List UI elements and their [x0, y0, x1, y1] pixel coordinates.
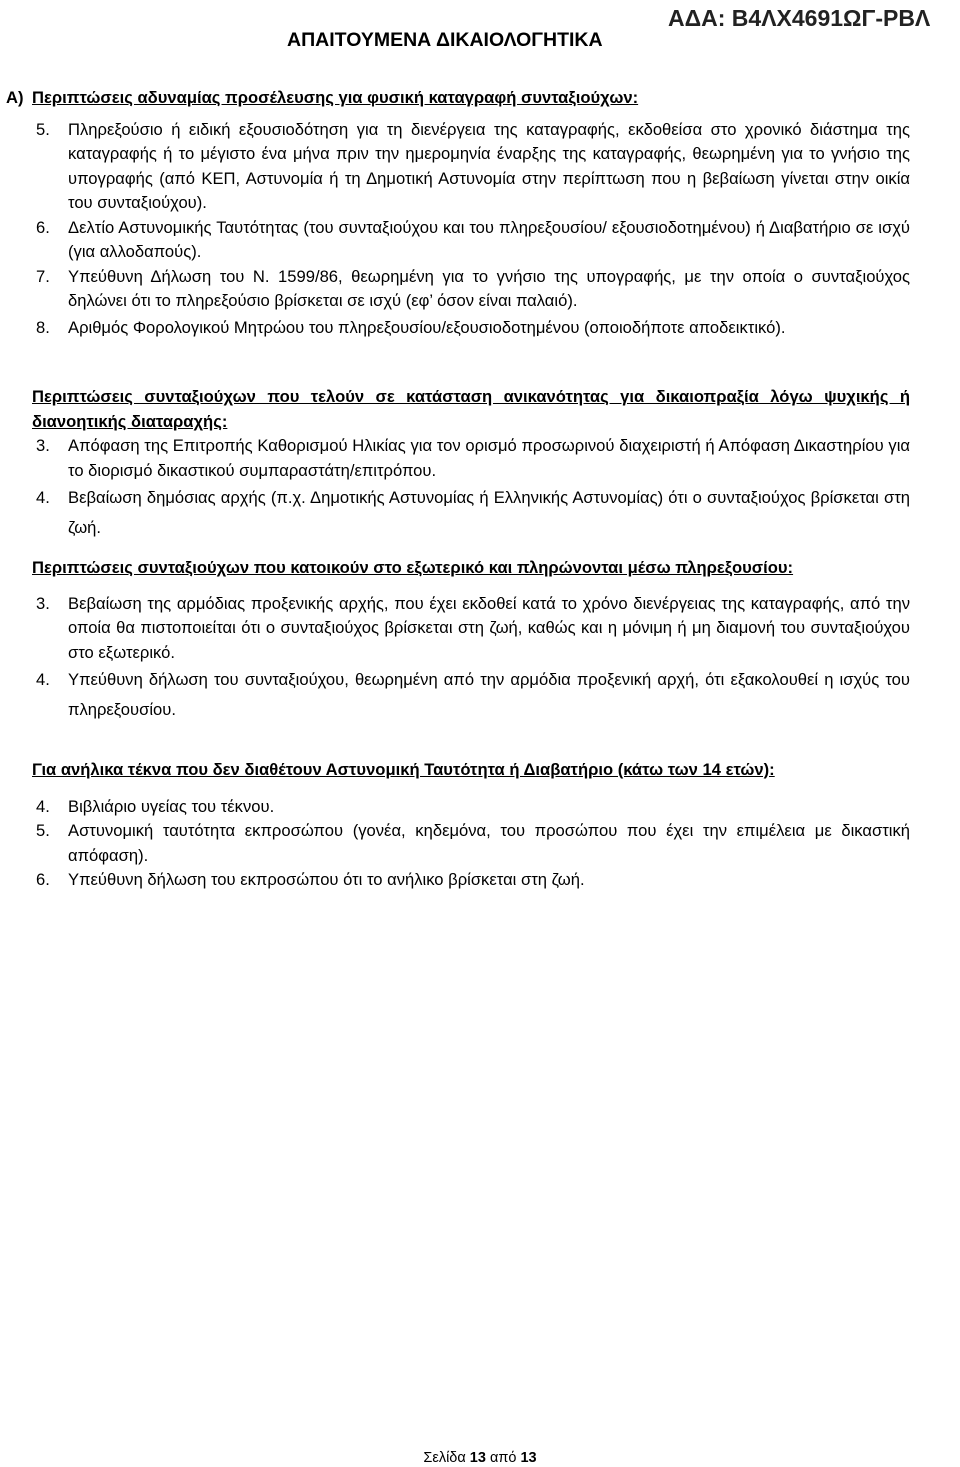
section-letter	[6, 385, 32, 410]
ada-code: ΑΔΑ: Β4ΛΧ4691ΩΓ-ΡΒΛ	[668, 5, 931, 31]
item-number: 6.	[36, 870, 50, 889]
item-list	[36, 434, 910, 543]
item-text: Βεβαίωση δημόσιας αρχής (π.χ. Δημοτικής Αστυνομίας ή Ελληνικής Αστυνομίας) ότι ο συνταξιούχος βρίσκεται στη ζωή.	[68, 488, 910, 537]
item-text: Βιβλιάριο υγείας του τέκνου.	[68, 796, 275, 816]
item-number: 3.	[36, 593, 50, 613]
section-letter	[6, 556, 32, 581]
item-text: Υπεύθυνη δήλωση του συνταξιούχου, θεωρημένη από την αρμόδια προξενική αρχή, ότι εξακολουθεί η ισχύς του πληρεξουσίου.	[68, 670, 910, 719]
list-item	[36, 592, 910, 666]
item-text: Δελτίο Αστυνομικής Ταυτότητας (του συνταξιούχου και του πληρεξουσίου/ εξουσιοδοτημένου) ή Διαβατήριο σε ισχύ (για αλλοδαπούς).	[68, 217, 910, 261]
item-number: 4.	[36, 670, 50, 689]
section-heading	[6, 86, 910, 111]
item-number: 5.	[36, 821, 50, 840]
list-item	[36, 118, 910, 216]
section-title: Για ανήλικα τέκνα που δεν διαθέτουν Αστυνομική Ταυτότητα ή Διαβατήριο (κάτω των 14 ετών):	[32, 760, 775, 779]
section-title: Περιπτώσεις συνταξιούχων που κατοικούν στο εξωτερικό και πληρώνονται μέσω πληρεξουσίου:	[32, 558, 794, 577]
list-item	[36, 868, 910, 893]
item-text: Αριθμός Φορολογικού Μητρώου του πληρεξουσίου/εξουσιοδοτημένου (οποιοδήποτε αποδεικτικό).	[68, 317, 786, 337]
item-list	[36, 592, 910, 726]
section-heading	[6, 385, 910, 434]
item-number: 5.	[36, 119, 50, 139]
section-heading	[6, 758, 910, 783]
list-item	[36, 314, 910, 341]
list-item	[36, 483, 910, 543]
page-separator: από	[489, 1450, 517, 1466]
section-b	[6, 385, 910, 543]
item-text: Υπεύθυνη δήλωση του εκπροσώπου ότι το ανήλικο βρίσκεται στη ζωή.	[68, 870, 585, 889]
page-label: Σελίδα	[423, 1450, 466, 1466]
list-item	[36, 795, 910, 820]
section-letter: Α)	[6, 88, 24, 107]
section-d	[6, 758, 910, 893]
page-current: 13	[469, 1450, 486, 1466]
item-text: Βεβαίωση της αρμόδιας προξενικής αρχής, που έχει εκδοθεί κατά το χρόνο διενέργειας της καταγραφής, από την οποία θα πιστοποιείται ότι ο συνταξιούχος βρίσκεται στη ζωή, καθώς και η μόνιμη ή μη διαμονή του συνταξιούχου στο εξωτερικό.	[68, 593, 910, 662]
item-list	[36, 795, 910, 893]
section-letter	[6, 758, 32, 783]
section-a	[6, 86, 910, 341]
item-number: 3.	[36, 436, 50, 455]
page-title: ΑΠΑΙΤΟΥΜΕΝΑ ΔΙΚΑΙΟΛΟΓΗΤΙΚΑ	[287, 29, 603, 51]
list-item	[36, 819, 910, 868]
list-item	[36, 216, 910, 265]
section-title: Περιπτώσεις αδυναμίας προσέλευσης για φυσική καταγραφή συνταξιούχων:	[32, 88, 639, 107]
item-number: 4.	[36, 488, 50, 507]
item-text: Αστυνομική ταυτότητα εκπροσώπου (γονέα, κηδεμόνα, του προσώπου που έχει την επιμέλεια με δικαστική απόφαση).	[68, 821, 910, 865]
section-title: Περιπτώσεις συνταξιούχων που τελούν σε κατάσταση ανικανότητας για δικαιοπραξία λόγω ψυχικής ή διανοητικής διαταραχής:	[32, 387, 910, 431]
item-text: Πληρεξούσιο ή ειδική εξουσιοδότηση για τη διενέργεια της καταγραφής, εκδοθείσα στο χρονικό διάστημα της καταγραφής ή το μέγιστο ένα μήνα πριν την ημερομηνία έναρξης της καταγραφής, θεωρημένη για το γνήσιο της υπογραφής (από ΚΕΠ, Αστυνομία ή τη Δημοτική Αστυνομία στην περίπτωση που η βεβαίωση γίνεται στην οικία του συνταξιούχου).	[68, 119, 910, 212]
item-number: 7.	[36, 266, 50, 286]
item-number: 6.	[36, 217, 50, 237]
page-total: 13	[520, 1450, 537, 1466]
item-number: 8.	[36, 317, 50, 337]
section-heading	[6, 556, 910, 581]
item-list	[36, 118, 910, 341]
list-item	[36, 665, 910, 725]
page-footer	[0, 1450, 960, 1466]
item-text: Απόφαση της Επιτροπής Καθορισμού Ηλικίας για τον ορισμό προσωρινού διαχειριστή ή Απόφαση Δικαστηρίου για το διορισμό δικαστικού συμπαραστάτη/επιτρόπου.	[68, 436, 910, 480]
list-item	[36, 265, 910, 314]
list-item	[36, 434, 910, 483]
section-c	[6, 556, 910, 725]
item-text: Υπεύθυνη Δήλωση του Ν. 1599/86, θεωρημένη για το γνήσιο της υπογραφής, με την οποία ο συνταξιούχος δηλώνει ότι το πληρεξούσιο βρίσκεται σε ισχύ (εφ’ όσον είναι παλαιό).	[68, 266, 910, 310]
item-number: 4.	[36, 796, 50, 816]
